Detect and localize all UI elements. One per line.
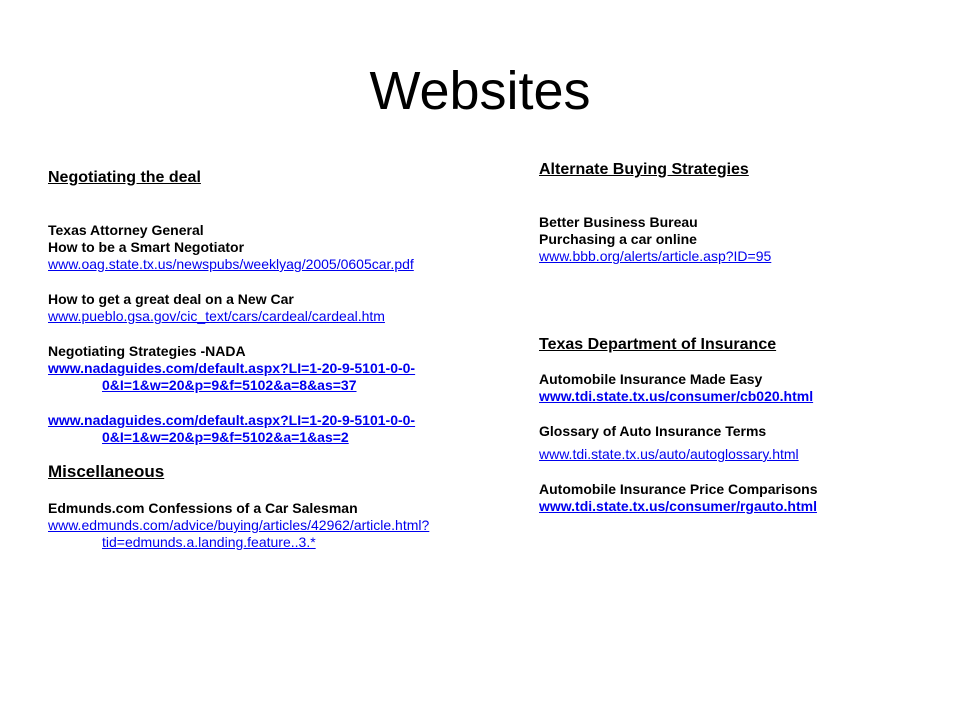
tdi-heading: Texas Department of Insurance	[539, 336, 777, 353]
great-deal-label: How to get a great deal on a New Car	[48, 291, 294, 307]
tx-ag-label: Texas Attorney General	[48, 222, 204, 238]
smart-negotiator-label: How to be a Smart Negotiator	[48, 239, 245, 255]
nada-link-2[interactable]: www.nadaguides.com/default.aspx?LI=1-20-9-5101-0-0-0&I=1&w=20&p=9&f=5102&a=1&as=2	[48, 412, 416, 445]
nada-link-1[interactable]: www.nadaguides.com/default.aspx?LI=1-20-9-5101-0-0-0&I=1&w=20&p=9&f=5102&a=8&as=37	[48, 360, 416, 393]
right-column	[539, 160, 949, 515]
ins-easy-label: Automobile Insurance Made Easy	[539, 371, 763, 387]
oag-link[interactable]: www.oag.state.tx.us/newspubs/weeklyag/2005/0605car.pdf	[48, 256, 414, 272]
price-comp-label: Automobile Insurance Price Comparisons	[539, 481, 818, 497]
edmunds-link[interactable]: www.edmunds.com/advice/buying/articles/42962/article.html?tid=edmunds.a.landing.feature..3.*	[48, 517, 430, 550]
pueblo-link[interactable]: www.pueblo.gsa.gov/cic_text/cars/cardeal/cardeal.htm	[48, 308, 385, 324]
nada-label: Negotiating Strategies -NADA	[48, 343, 246, 359]
glossary-label: Glossary of Auto Insurance Terms	[539, 423, 767, 439]
bbb-link[interactable]: www.bbb.org/alerts/article.asp?ID=95	[539, 248, 772, 264]
slide-title: Websites	[369, 61, 591, 121]
edmunds-label: Edmunds.com Confessions of a Car Salesman	[48, 500, 358, 516]
misc-heading: Miscellaneous	[48, 462, 165, 481]
negotiating-heading: Negotiating the deal	[48, 169, 201, 186]
glossary-link[interactable]: www.tdi.state.tx.us/auto/autoglossary.html	[539, 446, 799, 462]
online-label: Purchasing a car online	[539, 231, 697, 247]
bbb-label: Better Business Bureau	[539, 214, 698, 230]
alt-buying-heading: Alternate Buying Strategies	[539, 161, 749, 178]
price-comp-link[interactable]: www.tdi.state.tx.us/consumer/rgauto.html	[539, 498, 817, 514]
left-column	[48, 168, 538, 551]
ins-easy-link[interactable]: www.tdi.state.tx.us/consumer/cb020.html	[539, 388, 814, 404]
